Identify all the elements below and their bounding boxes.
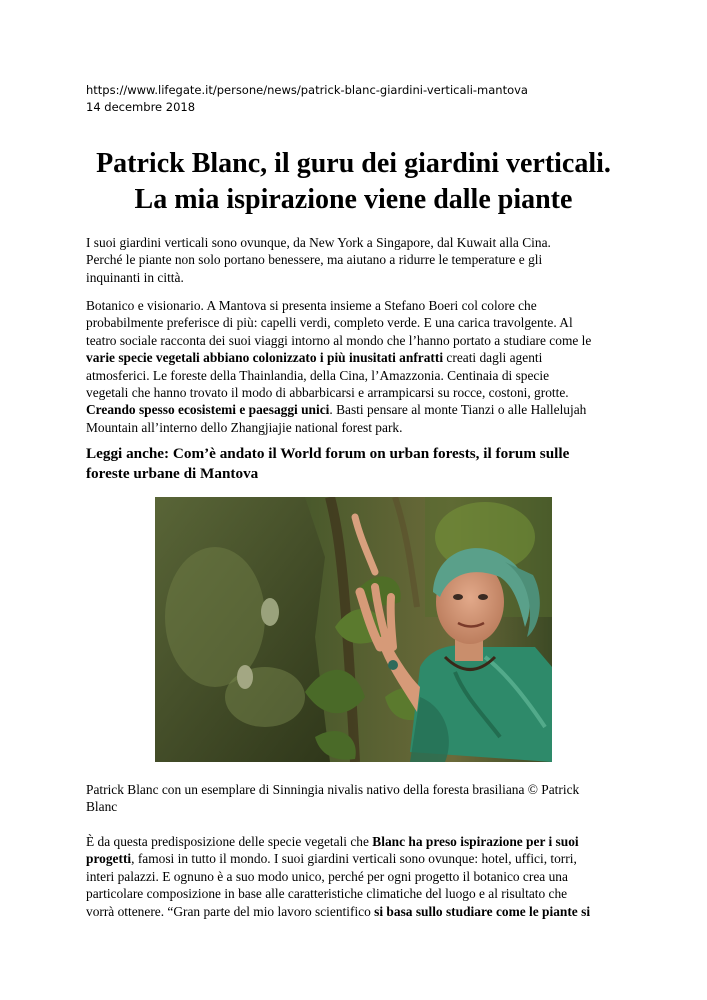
photo-patrick-blanc-with-plant xyxy=(155,497,552,762)
text-line: inquinanti in città. xyxy=(86,269,184,285)
text-line xyxy=(86,401,631,418)
caption-line-2: Blanc xyxy=(86,799,118,815)
publication-date: 14 decembre 2018 xyxy=(86,100,196,114)
bold-highlight: si basa sullo studiare come le piante si xyxy=(374,903,591,919)
text-line xyxy=(86,833,631,850)
article-title xyxy=(0,146,707,218)
photo-caption xyxy=(86,781,631,816)
article-photo xyxy=(155,497,552,762)
text-line: Botanico e visionario. A Mantova si presenta insieme a Stefano Boeri col colore che xyxy=(86,298,537,313)
bold-highlight: Blanc ha preso ispirazione per i suoi xyxy=(372,834,579,849)
text-fragment: creati dagli agenti xyxy=(443,350,543,366)
text-fragment: vorrà ottenere. “Gran parte del mio lavoro scientifico xyxy=(86,903,375,919)
text-line: particolare composizione in base alle caratteristiche climatiche del luogo e al risultato che xyxy=(86,886,568,902)
read-also-line-1: Leggi anche: Com’è andato il World forum on urban forests, il forum sulle xyxy=(86,445,570,462)
bold-highlight: progetti xyxy=(86,851,132,867)
source-header xyxy=(86,82,528,116)
caption-line-1: Patrick Blanc con un esemplare di Sinningia nivalis nativo della foresta brasiliana © Patrick xyxy=(86,782,580,797)
source-url: https://www.lifegate.it/persone/news/patrick-blanc-giardini-verticali-mantova xyxy=(86,83,528,97)
bold-highlight: varie specie vegetali abbiano colonizzato i più inusitati anfratti xyxy=(86,350,444,366)
bold-highlight: Creando spesso ecosistemi e paesaggi unici xyxy=(86,402,330,418)
text-line: Mountain all’interno dello Zhangjiajie national forest park. xyxy=(86,419,403,435)
body-paragraph-2 xyxy=(86,833,631,920)
text-line xyxy=(86,903,631,920)
text-line xyxy=(86,850,631,867)
text-line xyxy=(86,349,631,366)
text-line: probabilmente preferisce di più: capelli verdi, completo verde. E una carica travolgente. Al xyxy=(86,315,573,331)
text-fragment: , famosi in tutto il mondo. I suoi giardini verticali sono ovunque: hotel, uffici, torri, xyxy=(131,851,577,867)
text-line: interi palazzi. E ognuno è a suo modo unico, perché per ogni progetto il botanico crea una xyxy=(86,868,568,884)
text-fragment: . Basti pensare al monte Tianzi o alle Hallelujah xyxy=(329,402,587,418)
read-also-heading xyxy=(86,444,631,483)
title-line-2: La mia ispirazione viene dalle piante xyxy=(134,184,573,215)
text-line: Perché le piante non solo portano benessere, ma aiutano a ridurre le temperature e gli xyxy=(86,252,543,268)
text-line: vegetali che hanno trovato il modo di abbarbicarsi e arrampicarsi su rocce, costoni, grotte. xyxy=(86,385,569,401)
text-fragment: È da questa predisposizione delle specie vegetali che xyxy=(86,834,373,849)
text-line: I suoi giardini verticali sono ovunque, da New York a Singapore, dal Kuwait alla Cina. xyxy=(86,235,551,250)
body-paragraph-1 xyxy=(86,297,631,436)
title-line-1: Patrick Blanc, il guru dei giardini verticali. xyxy=(96,148,611,179)
text-line: atmosferici. Le foreste della Thainlandia, della Cina, l’Amazzonia. Centinaia di specie xyxy=(86,367,550,383)
text-line: teatro sociale racconta dei suoi viaggi intorno al mondo che l’hanno portato a studiare come le xyxy=(86,332,592,348)
read-also-line-2: foreste urbane di Mantova xyxy=(86,464,259,482)
intro-paragraph xyxy=(86,234,631,286)
